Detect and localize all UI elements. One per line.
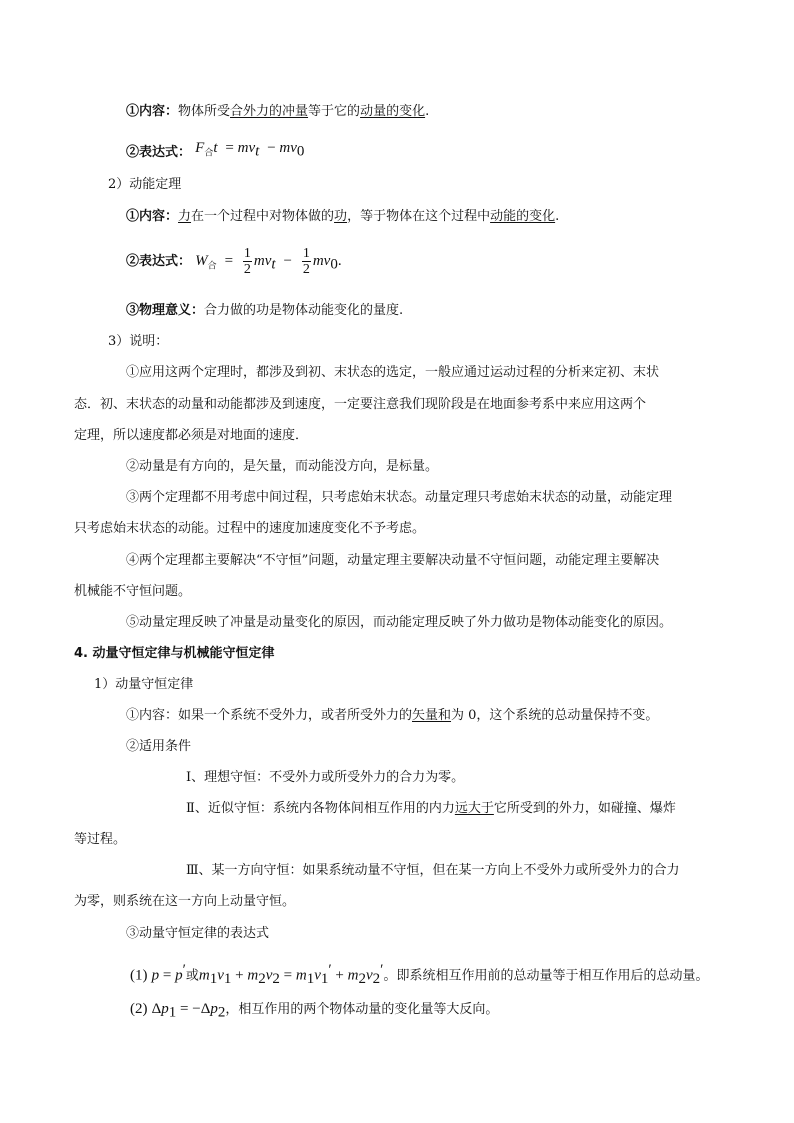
kinetic-theorem-content: ①内容：力在一个过程中对物体做的功，等于物体在这个过程中动能的变化. (126, 209, 560, 224)
conditions-title: ②适用条件 (126, 739, 192, 754)
kinetic-theorem-expression: ②表达式： $W_合$ = $\frac{1}{2}$ $mv_t$ − $\frac{1}{2}$ $mv_0$. (126, 246, 342, 277)
conservation-formula-1: (1) p = p′或$m_1v_1 + m_2v_2 = m_1v_1' + m_2v_2'$。即系统相互作用前的总动量等于相互作用后的总动量。 (130, 962, 709, 987)
kinetic-formula: $W_合$ = $\frac{1}{2}$ $mv_t$ − $\frac{1}{2}$ $mv_0$. (195, 246, 342, 277)
note-5: ⑤动量定理反映了冲量是动量变化的原因，而动能定理反映了外力做功是物体动能变化的原因。 (126, 615, 673, 630)
section-4-heading: 4. 动量守恒定律与机械能守恒定律 (74, 646, 275, 661)
condition-ideal: Ⅰ、理想守恒：不受外力或所受外力的合力为零。 (186, 770, 465, 785)
note-4-line-2: 机械能不守恒问题。 (74, 584, 192, 599)
momentum-conservation-content: ①内容：如果一个系统不受外力，或者所受外力的矢量和为 0，这个系统的总动量保持不变。 (126, 708, 659, 723)
note-3-line-2: 只考虑始末状态的动能。过程中的速度加速度变化不予考虑。 (74, 521, 426, 536)
note-1-line-1: ①应用这两个定理时，都涉及到初、末状态的选定，一般应通过运动过程的分析来定初、末状 (126, 365, 660, 380)
kinetic-theorem-title: 2）动能定理 (108, 177, 182, 192)
condition-direction-line-1: Ⅲ、某一方向守恒：如果系统动量不守恒，但在某一方向上不受外力或所受外力的合力 (186, 863, 680, 878)
notes-title: 3）说明： (108, 334, 169, 349)
note-2: ②动量是有方向的，是矢量，而动能没方向，是标量。 (126, 459, 439, 474)
expression-title: ③动量守恒定律的表达式 (126, 926, 270, 941)
condition-direction-line-2: 为零，则系统在这一方向上动量守恒。 (74, 894, 296, 909)
kinetic-theorem-meaning: ③物理意义：合力做的功是物体动能变化的量度. (126, 303, 404, 318)
momentum-theorem-expression: ②表达式： $F_合t = mv_t - mv_0$ (126, 140, 305, 160)
note-4-line-1: ④两个定理都主要解决“不守恒”问题，动量定理主要解决动量不守恒问题，动能定理主要解决 (126, 553, 660, 568)
conservation-formula-2: (2) $\Delta p_1 = -\Delta p_2$，相互作用的两个物体动量的变化量等大反向。 (130, 1001, 499, 1021)
condition-approximate-line-1: Ⅱ、近似守恒：系统内各物体间相互作用的内力远大于它所受到的外力，如碰撞、爆炸 (186, 801, 676, 816)
note-1-line-2: 态．初、末状态的动量和动能都涉及到速度，一定要注意我们现阶段是在地面参考系中来应用这两个 (74, 397, 647, 412)
condition-approximate-line-2: 等过程。 (74, 832, 127, 847)
note-1-line-3: 定理，所以速度都必须是对地面的速度． (74, 428, 309, 443)
momentum-conservation-title: 1）动量守恒定律 (94, 677, 194, 692)
momentum-formula: $F_合t = mv_t - mv_0$ (195, 140, 305, 160)
note-3-line-1: ③两个定理都不用考虑中间过程，只考虑始末状态。动量定理只考虑始末状态的动量，动能定理 (126, 490, 673, 505)
momentum-theorem-content: ①内容：物体所受合外力的冲量等于它的动量的变化. (126, 104, 430, 119)
